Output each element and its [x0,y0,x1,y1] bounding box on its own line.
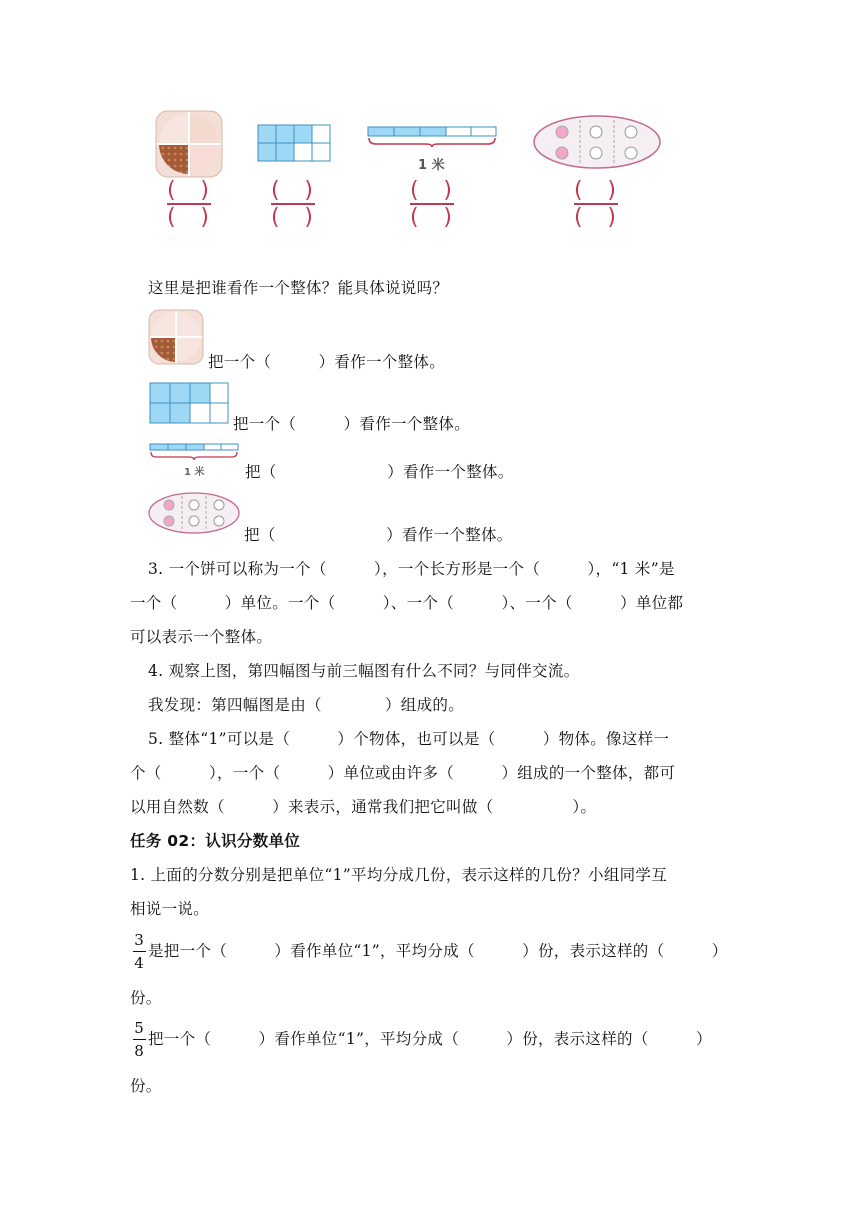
fraction-denominator: 8 [134,1042,144,1060]
q3-line-3: 可以表示一个整体。 [130,628,273,646]
pie-thumbnail [148,309,204,365]
oval-circles-figure [532,114,662,170]
q5-line-1: 5. 整体“1”可以是（ ）个物体，也可以是（ ）物体。像这样一 [148,730,670,748]
question-intro: 这里是把谁看作一个整体？能具体说说吗？ [148,279,449,297]
q5-line-3: 以用自然数（ ）来表示，通常我们把它叫做（ ）。 [130,798,597,816]
meter-bar-figure [366,124,500,148]
whole-line-1: 把一个（ ）看作一个整体。 [208,353,446,371]
fraction-numerator: 5 [134,1019,144,1037]
task02-intro-1: 1. 上面的分数分别是把单位“1”平均分成几份，表示这样的几份？小组同学互 [130,866,668,884]
q4-line-2: 我发现：第四幅图是由（ ）组成的。 [148,696,465,714]
fraction-blank-3[interactable]: ( ) ( ) [410,178,452,230]
frac2-text: 把一个（ ）看作单位“1”，平均分成（ ）份，表示这样的（ ） [148,1030,712,1048]
task02-heading: 任务 02：认识分数单位 [130,832,301,850]
fraction-numerator: 3 [134,931,144,949]
frac2-tail: 份。 [130,1077,162,1095]
oval-thumbnail [147,491,241,535]
grid-thumbnail [149,382,231,426]
q4-line-1: 4. 观察上图，第四幅图与前三幅图有什么不同？与同伴交流。 [148,662,580,680]
q3-line-1: 3. 一个饼可以称为一个（ ），一个长方形是一个（ ），“1 米”是 [148,560,675,578]
fraction-blank-1[interactable]: ( ) ( ) [167,178,209,230]
meter-thumbnail-label: 1 米 [184,467,205,478]
pie-figure [155,110,223,178]
fraction-3-4 [132,931,146,972]
q3-line-2: 一个（ ）单位。一个（ ）、一个（ ）、一个（ ）单位都 [130,594,684,612]
whole-line-4: 把（ ）看作一个整体。 [244,526,513,544]
whole-line-3: 把（ ）看作一个整体。 [245,463,514,481]
whole-line-2: 把一个（ ）看作一个整体。 [233,415,471,433]
fraction-denominator: 4 [134,954,144,972]
fraction-blank-2[interactable]: ( ) ( ) [271,178,313,230]
task02-intro-2: 相说一说。 [130,900,210,918]
frac1-tail: 份。 [130,989,162,1007]
meter-thumbnail [148,442,240,462]
frac1-text: 是把一个（ ）看作单位“1”，平均分成（ ）份，表示这样的（ ） [148,942,728,960]
meter-label: 1 米 [418,158,445,173]
fraction-blank-4[interactable]: ( ) ( ) [574,178,616,230]
q5-line-2: 个（ ），一个（ ）单位或由许多（ ）组成的一个整体，都可 [130,764,676,782]
fraction-5-8 [132,1019,146,1060]
rectangle-grid-figure [257,124,333,164]
